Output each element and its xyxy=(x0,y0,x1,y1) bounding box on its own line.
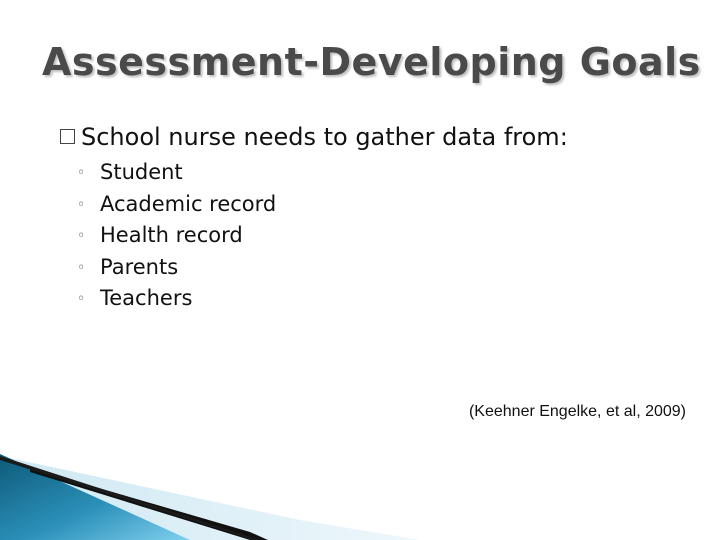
list-item-text: Health record xyxy=(100,223,243,248)
bullet-ring-icon: ◦ xyxy=(77,259,86,276)
bullet-box-icon xyxy=(60,129,75,144)
list-item xyxy=(77,220,276,252)
sub-bullet-list xyxy=(77,157,276,315)
list-item xyxy=(77,157,276,189)
citation: (Keehner Engelke, et al, 2009) xyxy=(468,403,686,420)
main-bullet xyxy=(60,123,568,151)
list-item-text: Academic record xyxy=(100,191,277,216)
list-item-text: Student xyxy=(100,160,183,184)
list-item-text: Parents xyxy=(100,254,179,279)
bullet-ring-icon: ◦ xyxy=(77,228,86,245)
list-item xyxy=(77,189,276,221)
bullet-ring-icon: ◦ xyxy=(77,196,86,213)
list-item-text: Teachers xyxy=(100,286,193,311)
list-item xyxy=(77,252,276,284)
slide-title: Assessment-Developing Goals xyxy=(42,40,701,84)
main-bullet-text: School nurse needs to gather data from: xyxy=(81,123,568,151)
bullet-ring-icon: ◦ xyxy=(77,291,86,308)
bullet-ring-icon: ◦ xyxy=(77,165,86,181)
list-item xyxy=(77,283,276,315)
